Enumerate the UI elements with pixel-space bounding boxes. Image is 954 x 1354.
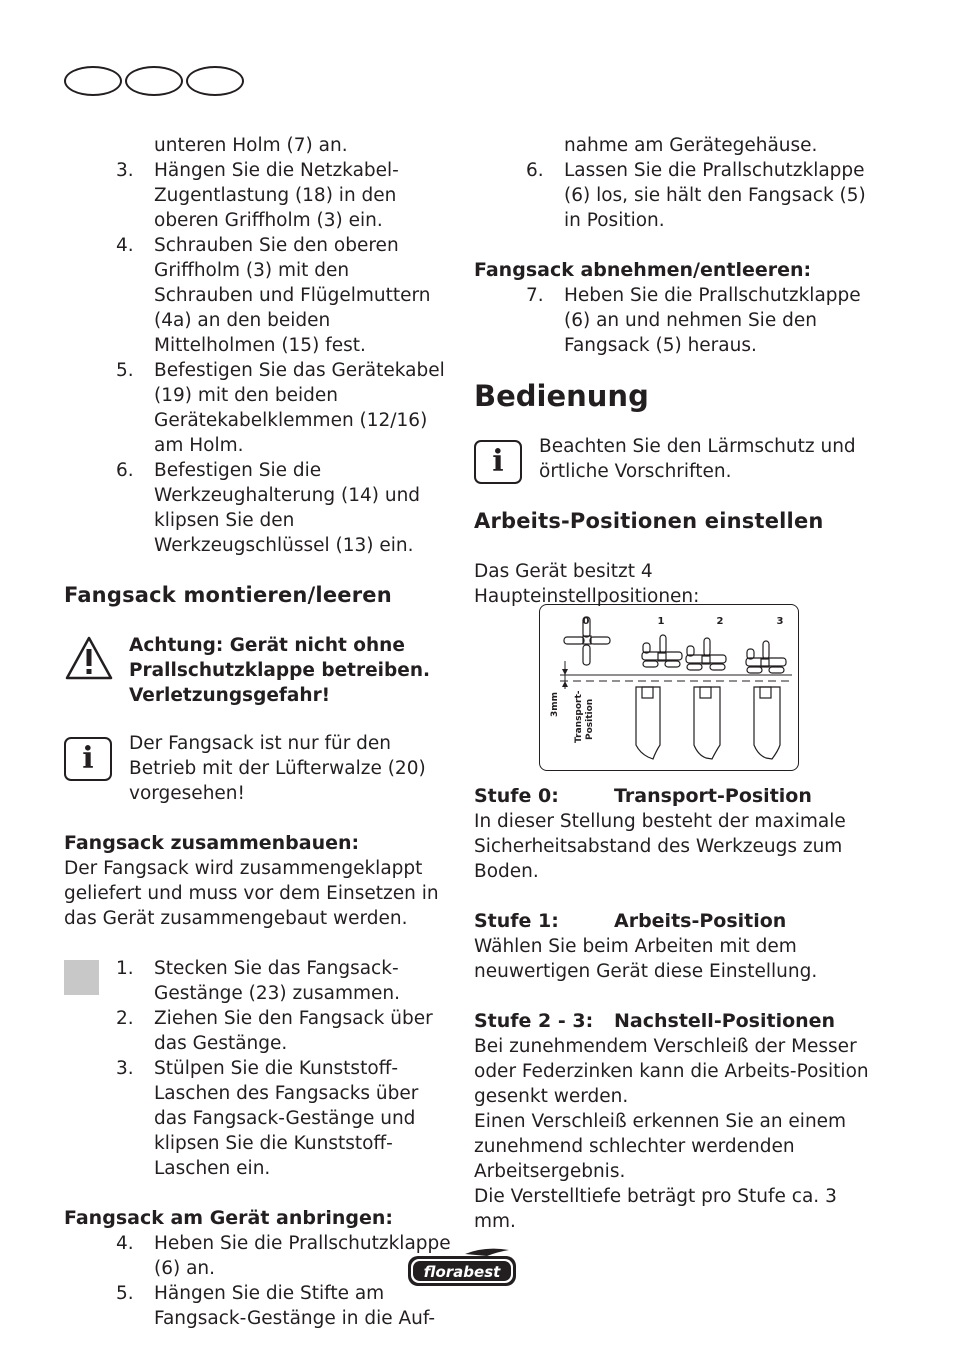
list-item: 7. Heben Sie die Prallschutzklappe (6) an und nehmen Sie den Fangsack (5) heraus. bbox=[526, 285, 861, 356]
side-label-2: Position bbox=[585, 698, 595, 740]
level-heading: Stufe 1: Arbeits-Position bbox=[474, 910, 787, 932]
list-item: 3. Stülpen Sie die Kunststoff-Laschen des Fangsacks über das Fangsack-Gestänge und klipsen Sie die Kunststoff-Laschen ein. bbox=[116, 1058, 419, 1179]
warning-icon bbox=[64, 635, 114, 688]
position-label-2: 2 bbox=[716, 616, 724, 627]
subheading: Fangsack abnehmen/entleeren: bbox=[474, 259, 812, 281]
section-heading: Fangsack montieren/leeren bbox=[64, 583, 392, 607]
position-diagram bbox=[539, 604, 799, 771]
page-heading: Bedienung bbox=[474, 379, 649, 413]
tine-position-3 bbox=[746, 641, 786, 759]
right-column bbox=[474, 133, 874, 609]
list-item: 5. Befestigen Sie das Gerätekabel (19) mit den beiden Gerätekabelklemmen (12/16) am Holm. bbox=[116, 360, 445, 456]
tine-position-2 bbox=[686, 638, 726, 759]
subheading: Fangsack zusammenbauen: bbox=[64, 832, 360, 854]
warning-note bbox=[64, 633, 454, 708]
assemble-steps bbox=[64, 956, 454, 1181]
info-note bbox=[64, 731, 454, 806]
info-text: Der Fangsack ist nur für den Betrieb mit der Lüfterwalze (20) vorgesehen! bbox=[129, 733, 426, 804]
list-item: 4. Heben Sie die Prallschutzklappe (6) an. bbox=[116, 1233, 451, 1279]
position-label-0: 0 bbox=[582, 616, 590, 627]
continued-step-text: nahme am Gerätegehäuse. bbox=[564, 135, 818, 156]
info-text: Beachten Sie den Lärmschutz und örtliche Vorschriften. bbox=[539, 436, 856, 482]
list-item: 2. Ziehen Sie den Fangsack über das Gestänge. bbox=[116, 1008, 433, 1054]
side-label-1: Transport- bbox=[574, 690, 584, 743]
info-note bbox=[474, 434, 874, 484]
paragraph: Die Verstelltiefe beträgt pro Stufe ca. 3 mm. bbox=[474, 1186, 837, 1232]
list-item: 1. Stecken Sie das Fangsack-Gestänge (23) zusammen. bbox=[116, 958, 400, 1004]
logo-text: florabest bbox=[423, 1263, 501, 1281]
language-badge-1 bbox=[64, 66, 122, 96]
subheading: Fangsack am Gerät anbringen: bbox=[64, 1207, 394, 1229]
list-item: 4. Schrauben Sie den oberen Griffholm (3) mit den Schrauben und Flügelmuttern (4a) an den beiden Mittelholmen (15) fest. bbox=[116, 235, 431, 356]
section-heading: Arbeits-Positionen einstellen bbox=[474, 509, 824, 533]
position-label-1: 1 bbox=[657, 616, 665, 627]
paragraph: Einen Verschleiß erkennen Sie an einem zunehmend schlechter werdenden Arbeitsergebnis. bbox=[474, 1111, 847, 1182]
levels-section bbox=[474, 784, 874, 1234]
paragraph: Der Fangsack wird zusammengeklappt geliefert und muss vor dem Einsetzen in das Gerät zusammengebaut werden. bbox=[64, 858, 439, 929]
paragraph: Wählen Sie beim Arbeiten mit dem neuwertigen Gerät diese Einstellung. bbox=[474, 936, 818, 982]
info-icon: i bbox=[64, 737, 112, 781]
paragraph: Das Gerät besitzt 4 Haupteinstellpositionen: bbox=[474, 561, 700, 607]
measure-label: 3mm bbox=[550, 691, 560, 717]
list-item: 6. Lassen Sie die Prallschutzklappe (6) los, sie hält den Fangsack (5) in Position. bbox=[526, 160, 866, 231]
paragraph: Bei zunehmendem Verschleiß der Messer oder Federzinken kann die Arbeits-Position gesenkt werden. bbox=[474, 1036, 869, 1107]
info-icon: i bbox=[474, 440, 522, 484]
brand-logo bbox=[405, 1244, 519, 1288]
list-item: 3. Hängen Sie die Netzkabel-Zugentlastung (18) in den oberen Griffholm (3) ein. bbox=[116, 160, 399, 231]
tine-position-1 bbox=[636, 635, 682, 759]
warning-text: Achtung: Gerät nicht ohne Prallschutzklappe betreiben. Verletzungsgefahr! bbox=[129, 635, 431, 706]
level-heading: Stufe 2 - 3: Nachstell-Positionen bbox=[474, 1010, 836, 1032]
position-label-3: 3 bbox=[776, 616, 784, 627]
left-column bbox=[64, 133, 454, 1331]
list-item: 6. Befestigen Sie die Werkzeughalterung (14) und klipsen Sie den Werkzeugschlüssel (13) ein. bbox=[116, 460, 421, 556]
level-heading: Stufe 0: Transport-Position bbox=[474, 785, 812, 807]
language-badge-3 bbox=[186, 66, 244, 96]
language-badge-2 bbox=[125, 66, 183, 96]
paragraph: In dieser Stellung besteht der maximale Sicherheitsabstand des Werkzeugs zum Boden. bbox=[474, 811, 846, 882]
list-item: 5. Hängen Sie die Stifte am Fangsack-Gestänge in die Auf- bbox=[116, 1283, 436, 1329]
continued-step-text: unteren Holm (7) an. bbox=[154, 135, 348, 156]
language-badges bbox=[64, 66, 247, 103]
